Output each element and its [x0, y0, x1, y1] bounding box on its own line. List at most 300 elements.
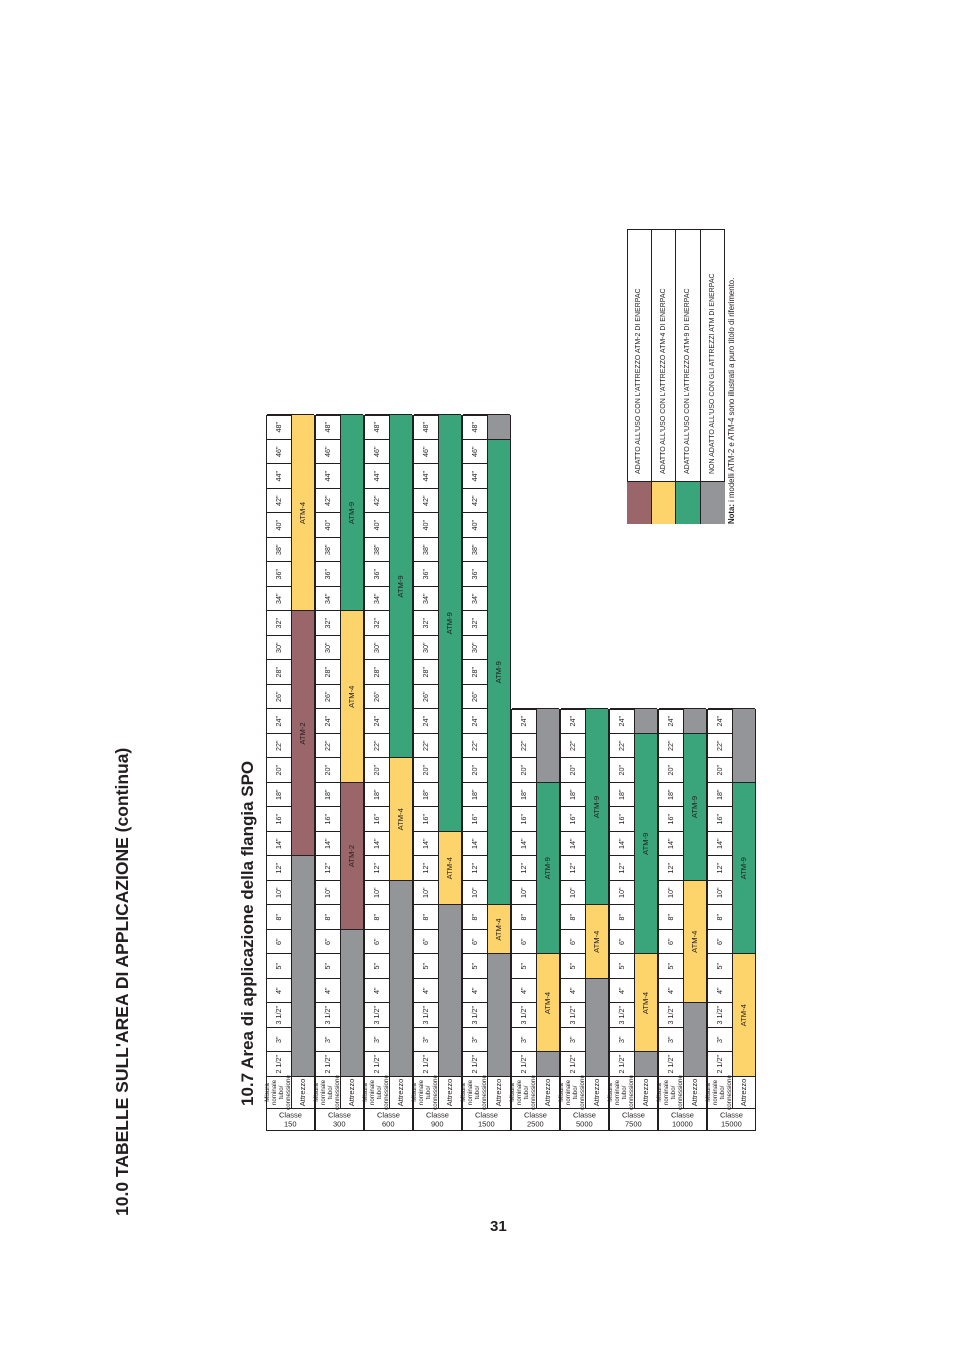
size-cell: 16" [365, 807, 389, 832]
size-cell: 8" [365, 905, 389, 930]
classe-word: Classe [279, 1110, 302, 1120]
classe-word: Classe [622, 1110, 645, 1120]
row-label-tool: Attrezzo [733, 1076, 756, 1108]
row-label-tool: Attrezzo [341, 1076, 364, 1108]
size-cell: 30" [365, 635, 389, 660]
size-cell: 18" [463, 782, 487, 807]
size-cell: 28" [463, 660, 487, 685]
size-cell: 4" [463, 978, 487, 1003]
tool-segment-atm4: ATM-4 [635, 954, 658, 1052]
main-heading: 10.0 TABELLE SULL'AREA DI APPLICAZIONE (continua) [112, 747, 132, 1216]
size-cell: 6" [561, 929, 585, 954]
classe-label [316, 1108, 363, 1130]
classe-word: Classe [524, 1110, 547, 1120]
size-row [313, 415, 341, 1110]
legend [627, 229, 727, 524]
size-cell: 12" [267, 856, 291, 881]
size-cell: 32" [365, 611, 389, 636]
size-cell: 4" [512, 978, 536, 1003]
tool-segment-atm9: ATM-9 [390, 415, 413, 758]
size-cell: 10" [365, 880, 389, 905]
size-cell: 38" [267, 537, 291, 562]
size-cell: 28" [414, 660, 438, 685]
classe-label [610, 1108, 657, 1130]
tool-segment-not-suitable [537, 1052, 560, 1077]
size-cell: 12" [610, 856, 634, 881]
tool-segment-atm4: ATM-4 [733, 954, 756, 1077]
size-cell: 14" [414, 831, 438, 856]
size-cell: 28" [316, 660, 340, 685]
size-row [558, 709, 586, 1110]
size-cell: 42" [414, 488, 438, 513]
size-cell: 3 1/2" [365, 1003, 389, 1028]
size-cell: 5" [512, 954, 536, 979]
tool-row [684, 709, 707, 1109]
size-cell: 6" [708, 929, 732, 954]
size-cell: 8" [561, 905, 585, 930]
size-cell: 4" [267, 978, 291, 1003]
classe-word: Classe [475, 1110, 498, 1120]
size-cell: 8" [512, 905, 536, 930]
tool-segment-atm4: ATM-4 [390, 758, 413, 881]
size-cell: 4" [316, 978, 340, 1003]
class-block [560, 710, 609, 1132]
tool-segment-atm9: ATM-9 [488, 439, 511, 905]
size-cell: 22" [414, 733, 438, 758]
class-block [609, 710, 658, 1132]
size-cell: 20" [708, 758, 732, 783]
tool-row [292, 415, 315, 1109]
size-cell: 18" [267, 782, 291, 807]
size-row [656, 709, 684, 1110]
row-label-tool: Attrezzo [586, 1076, 609, 1108]
size-cell: 32" [414, 611, 438, 636]
size-cell: 10" [659, 880, 683, 905]
size-cell: 6" [365, 929, 389, 954]
size-cell: 18" [512, 782, 536, 807]
classe-word: Classe [426, 1110, 449, 1120]
size-cell: 10" [316, 880, 340, 905]
tool-row [586, 709, 609, 1109]
tool-segment-atm9: ATM-9 [684, 733, 707, 880]
size-cell: 5" [316, 954, 340, 979]
size-cell: 3 1/2" [708, 1003, 732, 1028]
size-cell: 20" [267, 758, 291, 783]
size-cell: 8" [659, 905, 683, 930]
size-cell: 2 1/2" [708, 1052, 732, 1077]
tool-segment-atm4: ATM-4 [292, 415, 315, 611]
size-cell: 14" [267, 831, 291, 856]
size-cell: 6" [316, 929, 340, 954]
classe-word: Classe [328, 1110, 351, 1120]
size-cell: 30" [316, 635, 340, 660]
size-cell: 2 1/2" [267, 1052, 291, 1077]
size-cell: 16" [708, 807, 732, 832]
tool-segment-atm4: ATM-4 [537, 954, 560, 1052]
size-cell: 20" [659, 758, 683, 783]
size-cell: 26" [414, 684, 438, 709]
tool-segment-not-suitable [439, 905, 462, 1077]
size-cell: 18" [561, 782, 585, 807]
size-cell: 18" [708, 782, 732, 807]
size-cell: 38" [316, 537, 340, 562]
size-cell: 22" [561, 733, 585, 758]
size-cell: 30" [414, 635, 438, 660]
note-label: Nota: [727, 504, 736, 524]
legend-text: ADATTO ALL'USO CON L'ATTREZZO ATM-9 DI ENERPAC [684, 288, 692, 474]
row-label-tool: Attrezzo [635, 1076, 658, 1108]
tool-segment-not-suitable [586, 978, 609, 1076]
row-label-tool: Attrezzo [537, 1076, 560, 1108]
size-cell: 4" [561, 978, 585, 1003]
row-label-nominal: Misura nominale tubo/ connessione [460, 1075, 488, 1110]
size-cell: 20" [561, 758, 585, 783]
size-cell: 3 1/2" [267, 1003, 291, 1028]
size-cell: 3" [365, 1027, 389, 1052]
classe-number: 2500 [527, 1119, 544, 1129]
size-cell: 44" [414, 464, 438, 489]
size-cell: 40" [414, 513, 438, 538]
size-row [460, 415, 488, 1110]
size-cell: 48" [414, 415, 438, 440]
classe-label [414, 1108, 461, 1130]
tool-row [439, 415, 462, 1109]
size-cell: 48" [316, 415, 340, 440]
row-label-tool: Attrezzo [292, 1076, 315, 1108]
size-cell: 40" [365, 513, 389, 538]
note-text: i modelli ATM-2 e ATM-4 sono illustrati a puro titolo di riferimento. [727, 277, 736, 505]
size-cell: 3" [708, 1027, 732, 1052]
classe-label [659, 1108, 706, 1130]
tool-segment-atm9: ATM-9 [439, 415, 462, 832]
size-cell: 8" [267, 905, 291, 930]
tool-segment-atm4: ATM-4 [586, 905, 609, 979]
classe-number: 150 [284, 1119, 297, 1129]
tool-segment-not-suitable [684, 709, 707, 734]
size-cell: 2 1/2" [414, 1052, 438, 1077]
tool-segment-atm4: ATM-4 [341, 611, 364, 783]
size-cell: 42" [365, 488, 389, 513]
size-cell: 6" [659, 929, 683, 954]
size-cell: 18" [659, 782, 683, 807]
row-label-nominal: Misura nominale tubo/ connessione [362, 1075, 390, 1110]
size-cell: 16" [610, 807, 634, 832]
row-label-tool: Attrezzo [439, 1076, 462, 1108]
size-cell: 30" [267, 635, 291, 660]
row-label-nominal: Misura nominale tubo/ connessione [264, 1075, 292, 1110]
size-cell: 3" [561, 1027, 585, 1052]
size-cell: 12" [561, 856, 585, 881]
size-cell: 3" [414, 1027, 438, 1052]
size-cell: 5" [708, 954, 732, 979]
size-cell: 14" [512, 831, 536, 856]
size-cell: 34" [463, 586, 487, 611]
tool-segment-not-suitable [635, 709, 658, 734]
size-cell: 48" [365, 415, 389, 440]
size-cell: 22" [659, 733, 683, 758]
size-cell: 46" [316, 439, 340, 464]
size-cell: 32" [267, 611, 291, 636]
size-cell: 2 1/2" [610, 1052, 634, 1077]
size-cell: 16" [659, 807, 683, 832]
size-cell: 28" [365, 660, 389, 685]
size-cell: 4" [659, 978, 683, 1003]
size-cell: 24" [316, 709, 340, 734]
size-cell: 38" [463, 537, 487, 562]
size-cell: 6" [267, 929, 291, 954]
size-cell: 8" [463, 905, 487, 930]
class-block [462, 416, 511, 1132]
row-label-tool: Attrezzo [684, 1076, 707, 1108]
classe-word: Classe [377, 1110, 400, 1120]
tool-segment-not-suitable [635, 1052, 658, 1077]
size-cell: 6" [610, 929, 634, 954]
tool-segment-not-suitable [733, 709, 756, 783]
classe-number: 300 [333, 1119, 346, 1129]
size-cell: 2 1/2" [463, 1052, 487, 1077]
size-cell: 42" [267, 488, 291, 513]
row-label-nominal: Misura nominale tubo/ connessione [313, 1075, 341, 1110]
size-cell: 3" [267, 1027, 291, 1052]
size-cell: 14" [708, 831, 732, 856]
size-cell: 5" [267, 954, 291, 979]
size-cell: 2 1/2" [316, 1052, 340, 1077]
size-cell: 3 1/2" [414, 1003, 438, 1028]
size-cell: 18" [414, 782, 438, 807]
size-cell: 14" [463, 831, 487, 856]
size-row [705, 709, 733, 1110]
size-row [362, 415, 390, 1110]
legend-item [701, 229, 726, 524]
size-cell: 5" [463, 954, 487, 979]
size-cell: 5" [659, 954, 683, 979]
size-cell: 20" [414, 758, 438, 783]
size-cell: 28" [267, 660, 291, 685]
classe-number: 1500 [478, 1119, 495, 1129]
size-cell: 34" [365, 586, 389, 611]
size-cell: 18" [610, 782, 634, 807]
size-row [411, 415, 439, 1110]
row-label-nominal: Misura nominale tubo/ connessione [607, 1075, 635, 1110]
size-cell: 6" [463, 929, 487, 954]
page-number: 31 [490, 1218, 507, 1235]
tool-row [733, 709, 756, 1109]
size-cell: 3 1/2" [316, 1003, 340, 1028]
size-cell: 3 1/2" [659, 1003, 683, 1028]
size-cell: 2 1/2" [561, 1052, 585, 1077]
size-cell: 5" [365, 954, 389, 979]
tool-segment-atm9: ATM-9 [537, 782, 560, 954]
size-cell: 46" [414, 439, 438, 464]
classe-number: 600 [382, 1119, 395, 1129]
size-cell: 8" [414, 905, 438, 930]
size-cell: 12" [316, 856, 340, 881]
class-block [511, 710, 560, 1132]
size-cell: 36" [365, 562, 389, 587]
classe-label [512, 1108, 559, 1130]
tool-segment-atm4: ATM-4 [439, 831, 462, 905]
size-cell: 8" [610, 905, 634, 930]
size-cell: 2 1/2" [659, 1052, 683, 1077]
size-cell: 3 1/2" [610, 1003, 634, 1028]
size-cell: 16" [512, 807, 536, 832]
size-cell: 4" [414, 978, 438, 1003]
size-cell: 12" [365, 856, 389, 881]
size-cell: 3 1/2" [463, 1003, 487, 1028]
size-cell: 36" [267, 562, 291, 587]
size-cell: 24" [267, 709, 291, 734]
size-row [607, 709, 635, 1110]
size-cell: 8" [708, 905, 732, 930]
size-cell: 26" [365, 684, 389, 709]
size-row [509, 709, 537, 1110]
classe-number: 900 [431, 1119, 444, 1129]
size-cell: 24" [610, 709, 634, 734]
size-cell: 4" [365, 978, 389, 1003]
class-block [658, 710, 707, 1132]
tool-segment-not-suitable [488, 415, 511, 440]
row-label-nominal: Misura nominale tubo/ connessione [656, 1075, 684, 1110]
size-cell: 48" [463, 415, 487, 440]
tool-segment-atm2: ATM-2 [341, 782, 364, 929]
size-cell: 3" [659, 1027, 683, 1052]
size-cell: 22" [365, 733, 389, 758]
size-cell: 14" [365, 831, 389, 856]
size-cell: 20" [512, 758, 536, 783]
size-cell: 3 1/2" [512, 1003, 536, 1028]
size-cell: 10" [708, 880, 732, 905]
legend-swatch [701, 481, 726, 524]
size-cell: 18" [316, 782, 340, 807]
classe-number: 7500 [625, 1119, 642, 1129]
size-cell: 32" [463, 611, 487, 636]
row-label-nominal: Misura nominale tubo/ connessione [705, 1075, 733, 1110]
legend-item [627, 229, 652, 524]
tool-segment-not-suitable [488, 954, 511, 1077]
tool-segment-not-suitable [292, 856, 315, 1077]
classe-word: Classe [720, 1110, 743, 1120]
size-cell: 38" [414, 537, 438, 562]
tool-segment-atm4: ATM-4 [684, 880, 707, 1003]
size-cell: 22" [316, 733, 340, 758]
size-cell: 26" [316, 684, 340, 709]
size-cell: 16" [414, 807, 438, 832]
size-cell: 5" [414, 954, 438, 979]
size-cell: 24" [463, 709, 487, 734]
size-cell: 4" [610, 978, 634, 1003]
size-cell: 34" [316, 586, 340, 611]
size-cell: 6" [512, 929, 536, 954]
size-cell: 16" [463, 807, 487, 832]
size-cell: 5" [610, 954, 634, 979]
size-cell: 48" [267, 415, 291, 440]
size-cell: 10" [267, 880, 291, 905]
size-cell: 34" [267, 586, 291, 611]
size-cell: 12" [659, 856, 683, 881]
size-cell: 24" [414, 709, 438, 734]
size-cell: 4" [708, 978, 732, 1003]
size-cell: 3" [463, 1027, 487, 1052]
size-cell: 20" [610, 758, 634, 783]
size-cell: 24" [561, 709, 585, 734]
classe-label [708, 1108, 755, 1130]
size-cell: 10" [610, 880, 634, 905]
size-cell: 24" [365, 709, 389, 734]
size-cell: 5" [561, 954, 585, 979]
size-cell: 46" [463, 439, 487, 464]
size-cell: 36" [463, 562, 487, 587]
legend-swatch [652, 481, 676, 524]
legend-text: NON ADATTO ALL'USO CON GLI ATTREZZI ATM DI ENERPAC [709, 273, 717, 474]
tool-row [390, 415, 413, 1109]
size-cell: 44" [463, 464, 487, 489]
size-cell: 12" [414, 856, 438, 881]
class-block [364, 416, 413, 1132]
size-cell: 3" [512, 1027, 536, 1052]
size-cell: 40" [463, 513, 487, 538]
size-cell: 30" [463, 635, 487, 660]
size-cell: 40" [316, 513, 340, 538]
size-cell: 20" [316, 758, 340, 783]
tool-segment-atm9: ATM-9 [586, 709, 609, 905]
size-cell: 10" [463, 880, 487, 905]
size-cell: 38" [365, 537, 389, 562]
class-block [413, 416, 462, 1132]
classe-word: Classe [671, 1110, 694, 1120]
tool-row [635, 709, 658, 1109]
size-cell: 14" [610, 831, 634, 856]
classe-label [365, 1108, 412, 1130]
tool-segment-not-suitable [390, 880, 413, 1076]
size-cell: 22" [267, 733, 291, 758]
classe-number: 5000 [576, 1119, 593, 1129]
size-cell: 14" [316, 831, 340, 856]
legend-item [676, 229, 701, 524]
size-cell: 8" [316, 905, 340, 930]
size-cell: 10" [512, 880, 536, 905]
size-cell: 12" [512, 856, 536, 881]
size-cell: 24" [512, 709, 536, 734]
size-cell: 22" [610, 733, 634, 758]
size-cell: 34" [414, 586, 438, 611]
size-cell: 10" [414, 880, 438, 905]
legend-item [652, 229, 677, 524]
legend-text: ADATTO ALL'USO CON L'ATTREZZO ATM-2 DI ENERPAC [635, 288, 643, 474]
tool-row [341, 415, 364, 1109]
tool-segment-atm9: ATM-9 [733, 782, 756, 954]
row-label-nominal: Misura nominale tubo/ connessione [558, 1075, 586, 1110]
row-label-nominal: Misura nominale tubo/ connessione [411, 1075, 439, 1110]
legend-note [727, 264, 736, 524]
size-cell: 14" [659, 831, 683, 856]
classe-number: 10000 [672, 1119, 693, 1129]
class-block [266, 416, 315, 1132]
size-cell: 10" [561, 880, 585, 905]
tool-segment-not-suitable [684, 1003, 707, 1077]
section-heading: 10.7 Area di applicazione della flangia SPO [238, 760, 257, 1106]
size-cell: 2 1/2" [512, 1052, 536, 1077]
tool-segment-atm9: ATM-9 [635, 733, 658, 954]
classe-word: Classe [573, 1110, 596, 1120]
size-cell: 18" [365, 782, 389, 807]
legend-swatch [627, 481, 651, 524]
size-cell: 12" [708, 856, 732, 881]
size-cell: 42" [316, 488, 340, 513]
size-cell: 32" [316, 611, 340, 636]
classe-label [561, 1108, 608, 1130]
size-cell: 3" [610, 1027, 634, 1052]
tool-segment-not-suitable [341, 929, 364, 1076]
